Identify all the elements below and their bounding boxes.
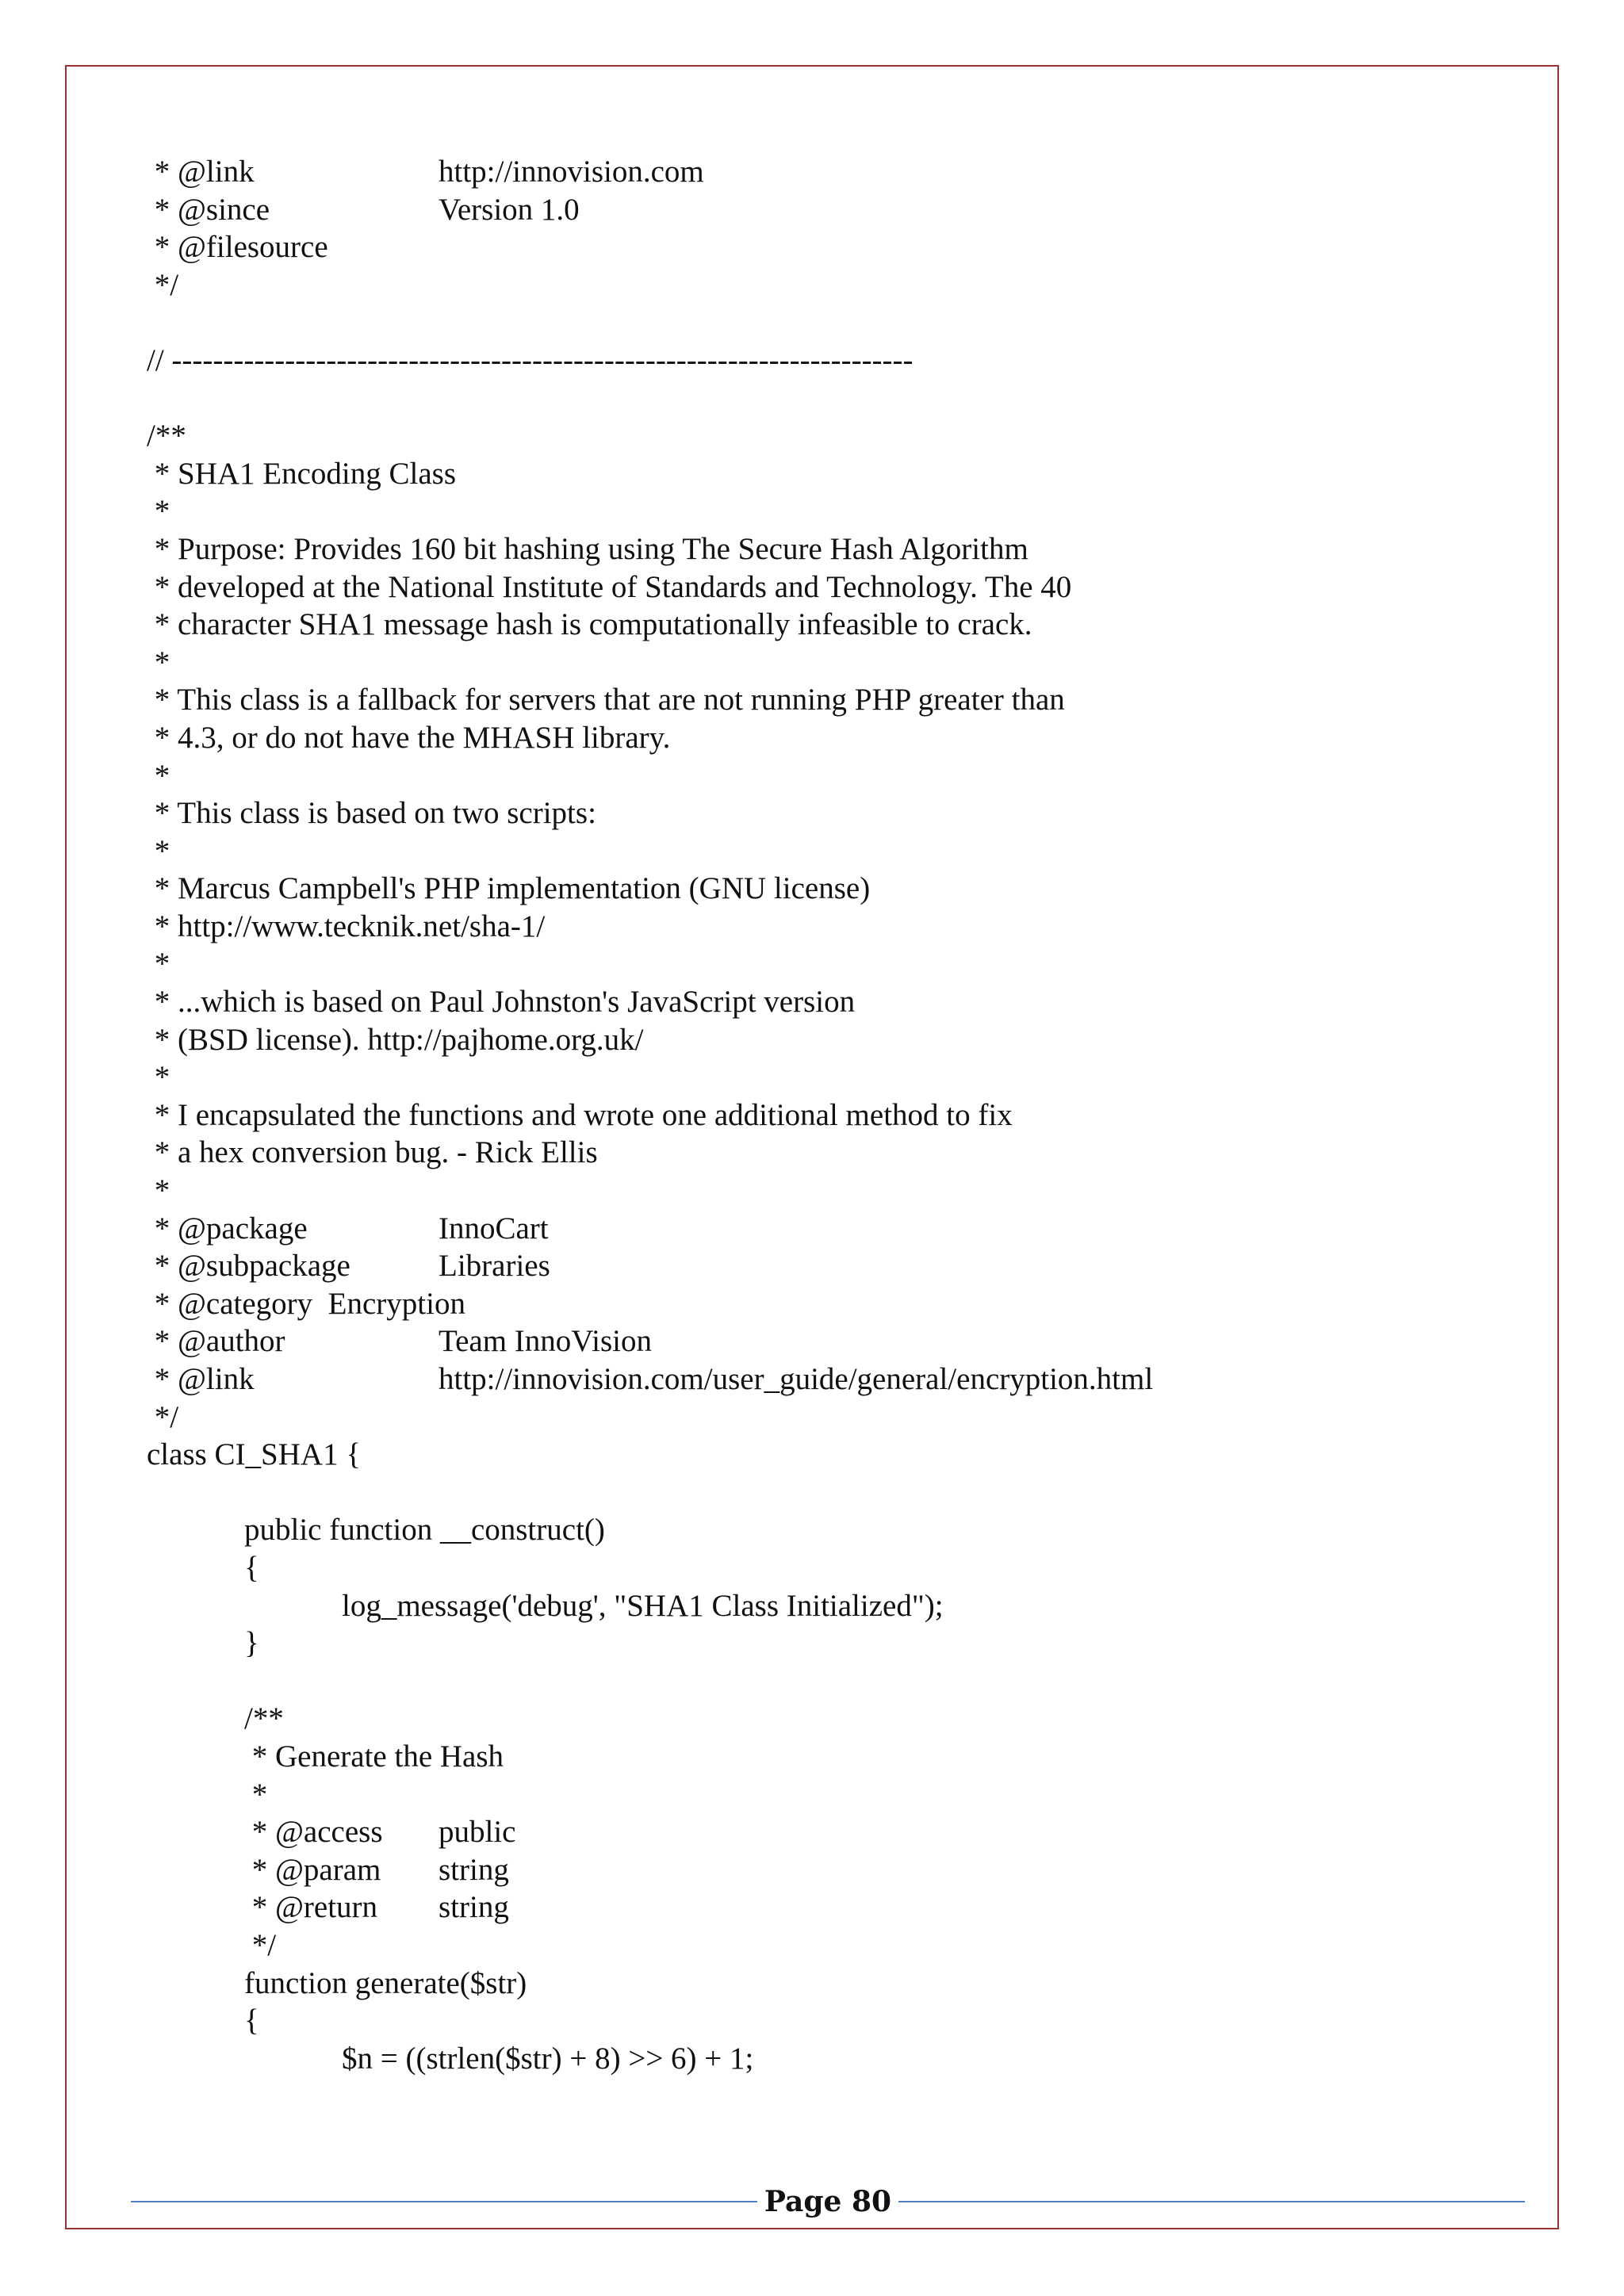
code-line <box>147 1096 1511 1135</box>
code-line-text: * (BSD license). http://pajhome.org.uk/ <box>147 1022 644 1057</box>
code-line-value: Version 1.0 <box>439 192 580 227</box>
code-line <box>147 266 1511 304</box>
code-line <box>147 794 1511 832</box>
code-line-text: * SHA1 Encoding Class <box>147 456 456 491</box>
code-line-text: * <box>147 833 170 868</box>
code-line-text: * developed at the National Institute of Standards and Technology. The 40 <box>147 569 1072 604</box>
code-line <box>147 1965 1511 2003</box>
code-line-text: * @since <box>147 192 270 227</box>
code-line-text: public function __construct() <box>244 1513 605 1548</box>
code-line <box>147 417 1511 455</box>
code-line <box>147 1549 1511 1587</box>
code-line <box>147 530 1511 568</box>
code-line <box>147 1927 1511 1965</box>
code-line-text: * http://www.tecknik.net/sha-1/ <box>147 909 546 943</box>
code-line <box>147 1474 1511 1512</box>
code-line-value: http://innovision.com <box>439 155 704 189</box>
page-footer <box>131 2182 1525 2221</box>
code-line-value: http://innovision.com/user_guide/general/encryption.html <box>439 1362 1154 1396</box>
code-line-value: string <box>439 1890 509 1925</box>
code-line-text: { <box>244 2003 259 2038</box>
code-line-text: * ...which is based on Paul Johnston's JavaScript version <box>147 985 856 1020</box>
code-line-text: * Marcus Campbell's PHP implementation (GNU license) <box>147 871 871 906</box>
code-line-text: class CI_SHA1 { <box>147 1437 362 1472</box>
code-line <box>147 1700 1511 1738</box>
code-line-text: * I encapsulated the functions and wrote one additional method to fix <box>147 1097 1013 1132</box>
code-line-text: * @filesource <box>147 230 328 265</box>
code-line-text: * @category Encryption <box>147 1286 465 1321</box>
code-line <box>147 1210 1511 1248</box>
code-line <box>147 342 1511 380</box>
code-line-text: * a hex conversion bug. - Rick Ellis <box>147 1135 598 1170</box>
code-line <box>147 380 1511 418</box>
code-line-text: * Generate the Hash <box>244 1739 504 1774</box>
code-line-text: * @param <box>244 1852 381 1887</box>
code-line <box>147 644 1511 682</box>
code-line <box>147 945 1511 983</box>
code-line <box>147 1663 1511 1701</box>
code-line-text: */ <box>147 267 179 302</box>
code-line <box>147 1247 1511 1285</box>
code-line-text: * <box>147 1060 170 1095</box>
code-line <box>147 606 1511 644</box>
code-line <box>147 832 1511 871</box>
code-line <box>147 191 1511 229</box>
code-line-text: * Purpose: Provides 160 bit hashing using The Secure Hash Algorithm <box>147 531 1028 566</box>
code-line <box>147 228 1511 266</box>
code-line-text: * @subpackage <box>147 1249 350 1284</box>
code-line <box>147 568 1511 607</box>
code-line <box>147 1285 1511 1323</box>
code-line <box>147 1436 1511 1474</box>
code-line-value: InnoCart <box>439 1211 549 1246</box>
code-line-text: */ <box>147 1399 179 1434</box>
code-line-text: * <box>147 494 170 529</box>
code-line <box>147 2040 1511 2078</box>
code-line <box>147 681 1511 719</box>
code-line <box>147 455 1511 493</box>
code-line-value: public <box>439 1815 516 1850</box>
code-line-text: * <box>147 947 170 982</box>
code-line-text: * @author <box>147 1324 285 1359</box>
code-line <box>147 492 1511 530</box>
code-line <box>147 1813 1511 1851</box>
code-line <box>147 2002 1511 2040</box>
code-line <box>147 757 1511 795</box>
code-line-text: * 4.3, or do not have the MHASH library. <box>147 720 671 755</box>
code-line <box>147 719 1511 757</box>
footer-rule-right <box>898 2201 1525 2202</box>
code-line <box>147 1624 1511 1663</box>
page-number: Page 80 <box>764 2185 892 2218</box>
code-line-text: * @access <box>244 1815 383 1850</box>
code-line <box>147 1738 1511 1776</box>
code-line <box>147 1134 1511 1172</box>
code-line-text: log_message('debug', "SHA1 Class Initialized"); <box>342 1588 944 1623</box>
code-line <box>147 153 1511 191</box>
code-line-text: */ <box>244 1927 277 1962</box>
code-line <box>147 1058 1511 1096</box>
code-line-text: /** <box>244 1701 284 1736</box>
code-line <box>147 1776 1511 1814</box>
code-line-text: * <box>147 645 170 679</box>
code-line <box>147 1322 1511 1360</box>
code-listing <box>147 153 1511 2077</box>
code-line <box>147 908 1511 946</box>
code-line-text: * @package <box>147 1211 308 1246</box>
code-line-value: string <box>439 1852 509 1887</box>
code-line-text: { <box>244 1550 259 1585</box>
code-line-text: // ------------------------------------------------------------------------ <box>147 342 914 377</box>
code-line-text: * <box>244 1777 268 1812</box>
code-line-text: $n = ((strlen($str) + 8) >> 6) + 1; <box>342 2041 754 2076</box>
code-line <box>147 1587 1511 1625</box>
code-line-text: } <box>244 1626 259 1661</box>
code-line <box>147 1851 1511 1889</box>
code-line-value: Team InnoVision <box>439 1324 652 1359</box>
code-line-text: * @link <box>147 1362 255 1396</box>
code-line-text: * <box>147 758 170 793</box>
code-line <box>147 1511 1511 1549</box>
code-line <box>147 1360 1511 1399</box>
code-line-text: /** <box>147 419 186 453</box>
footer-rule-left <box>131 2201 757 2202</box>
code-line <box>147 983 1511 1021</box>
code-line <box>147 1399 1511 1437</box>
code-line <box>147 1021 1511 1059</box>
code-line-text: * @link <box>147 155 255 189</box>
code-line <box>147 870 1511 908</box>
code-line <box>147 304 1511 342</box>
code-line-text: * This class is based on two scripts: <box>147 796 596 831</box>
code-line-text: * This class is a fallback for servers that are not running PHP greater than <box>147 683 1065 718</box>
code-line <box>147 1172 1511 1210</box>
code-line-text: * @return <box>244 1890 378 1925</box>
code-line <box>147 1888 1511 1927</box>
code-line-value: Libraries <box>439 1249 550 1284</box>
code-line-text: * character SHA1 message hash is computationally infeasible to crack. <box>147 607 1032 642</box>
code-line-text: * <box>147 1173 170 1208</box>
code-line-text: function generate($str) <box>244 1965 527 2000</box>
